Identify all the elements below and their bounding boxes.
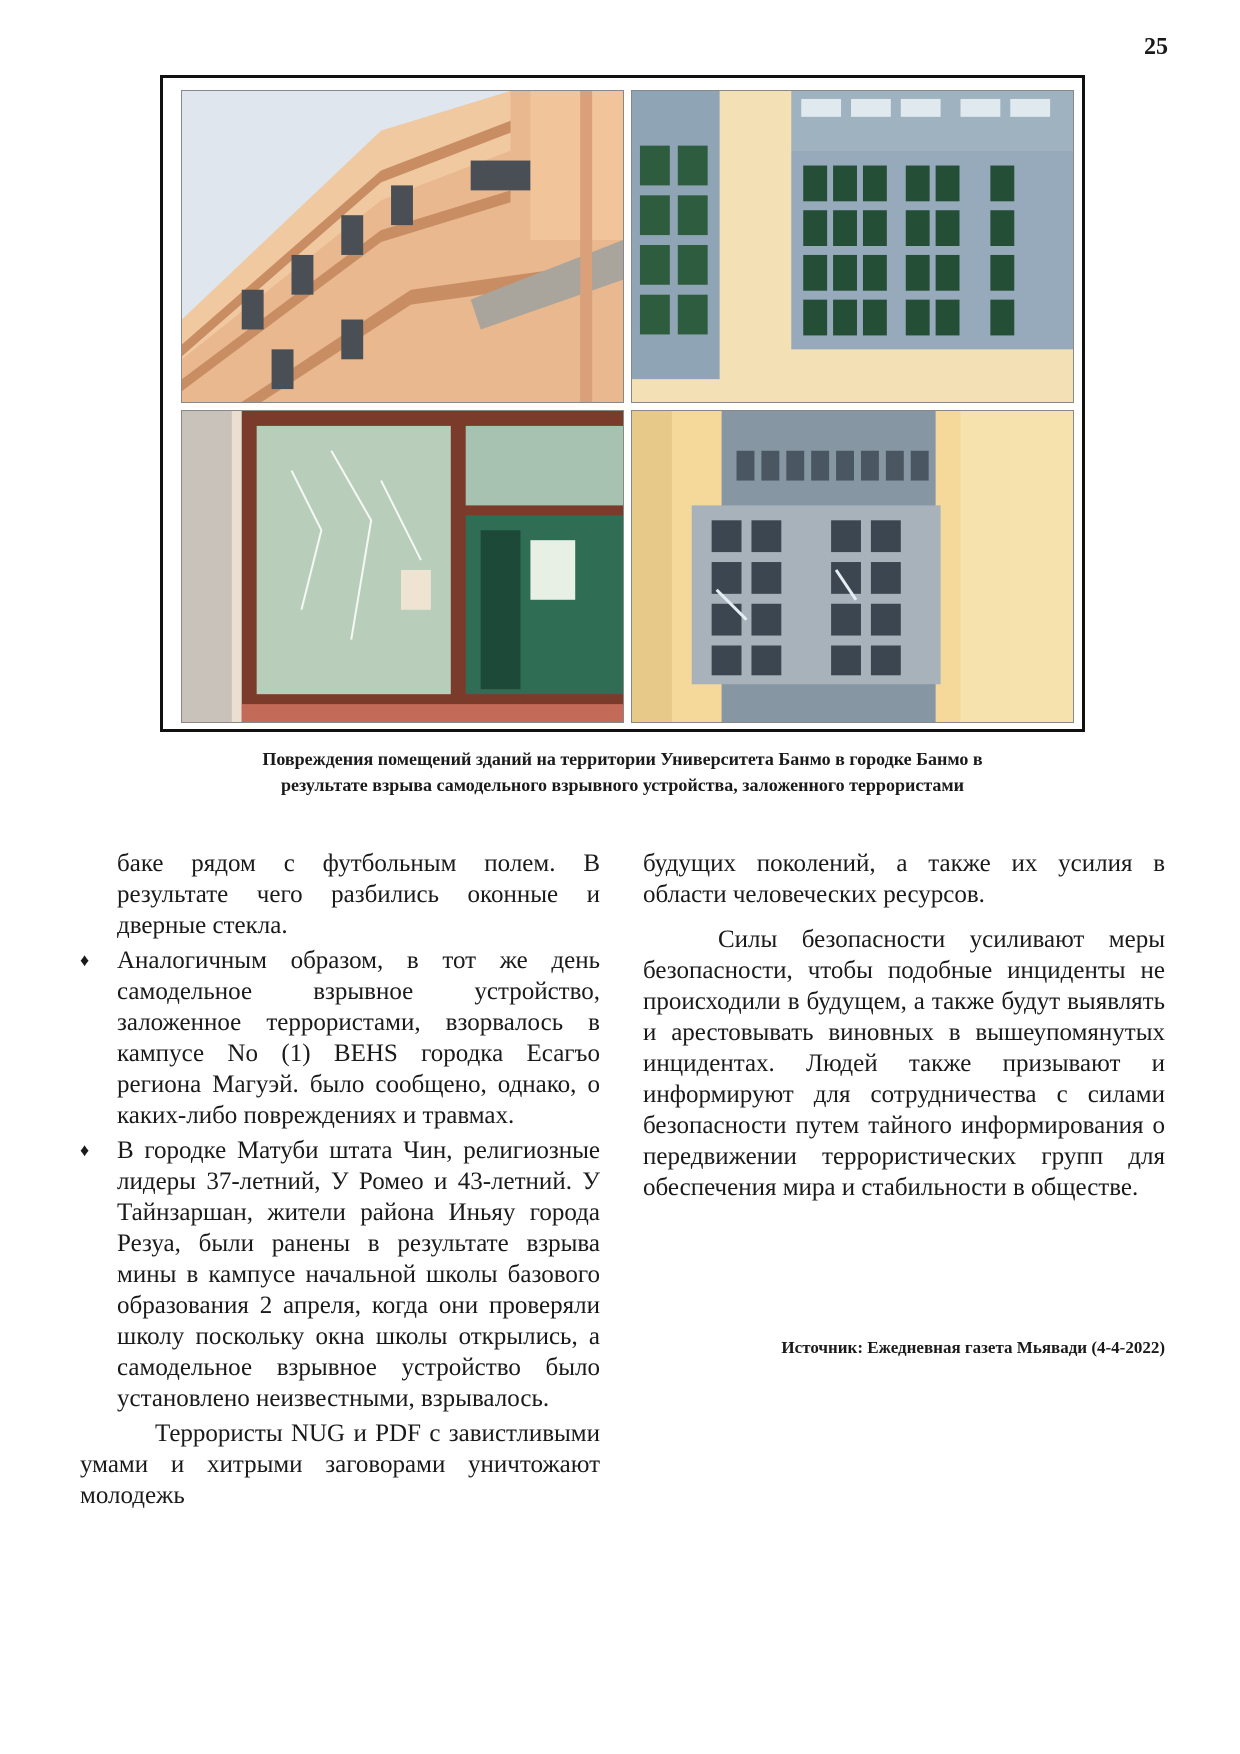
body-paragraph: будущих поколений, а также их усилия в области человеческих ресурсов.: [643, 850, 1165, 908]
bullet-item: [80, 1135, 600, 1414]
right-column: [643, 848, 1165, 1203]
photo-collage: [160, 75, 1085, 732]
photo-broken-windows-grey-frames: [631, 90, 1074, 403]
continuation-paragraph: баке рядом с футбольным полем. В результате чего разбились оконные и дверные стекла.: [117, 850, 600, 939]
bullet-item: [80, 945, 600, 1131]
bullet-text: В городке Матуби штата Чин, религиозные лидеры 37-летний, У Ромео и 43-летний. У Тайнзаршан, жители района Иньяу города Резуа, были ранены в результате взрыва мины в кампусе начальной школы базового образования 2 апреля, когда они проверяли школу поскольку окна школы открылись, а самодельное взрывное устройство было установлено неизвестными, взрывалось.: [117, 1137, 600, 1412]
caption-line-1: Повреждения помещений зданий на территории Университета Банмо в городке Банмо в: [262, 749, 983, 769]
photo-broken-window-panes: [631, 410, 1074, 723]
figure-caption: [160, 746, 1085, 798]
body-paragraph: Силы безопасности усиливают меры безопасности, чтобы подобные инциденты не происходили в будущем, а также будут выявлять и арестовывать виновных в вышеупомянутых инцидентах. Людей также призывают и информируют для сотрудничества с силами безопасности путем тайного информирования о передвижении террористических групп для обеспечения мира и стабильности в обществе.: [643, 926, 1165, 1201]
source-citation: Источник: Ежедневная газета Мьявади (4-4-2022): [781, 1338, 1165, 1357]
diamond-bullet-icon: ♦: [80, 1140, 90, 1160]
bullet-text: Аналогичным образом, в тот же день самодельное взрывное устройство, заложенное террористами, взорвалось в кампусе No (1) BEHS городка Есагъо региона Магуэй. было сообщено, однако, о каких-либо повреждениях и травмах.: [117, 947, 600, 1129]
caption-line-2: результате взрыва самодельного взрывного устройства, заложенного террористами: [280, 775, 965, 795]
photo-damaged-building-facade: [181, 90, 624, 403]
left-column: [80, 848, 600, 1511]
photo-shattered-glass-brown-frame: [181, 410, 624, 723]
body-paragraph: Террористы NUG и PDF с завистливыми умами и хитрыми заговорами уничтожают молодежь: [80, 1420, 600, 1509]
diamond-bullet-icon: ♦: [80, 950, 90, 970]
page-number: 25: [1144, 34, 1168, 60]
